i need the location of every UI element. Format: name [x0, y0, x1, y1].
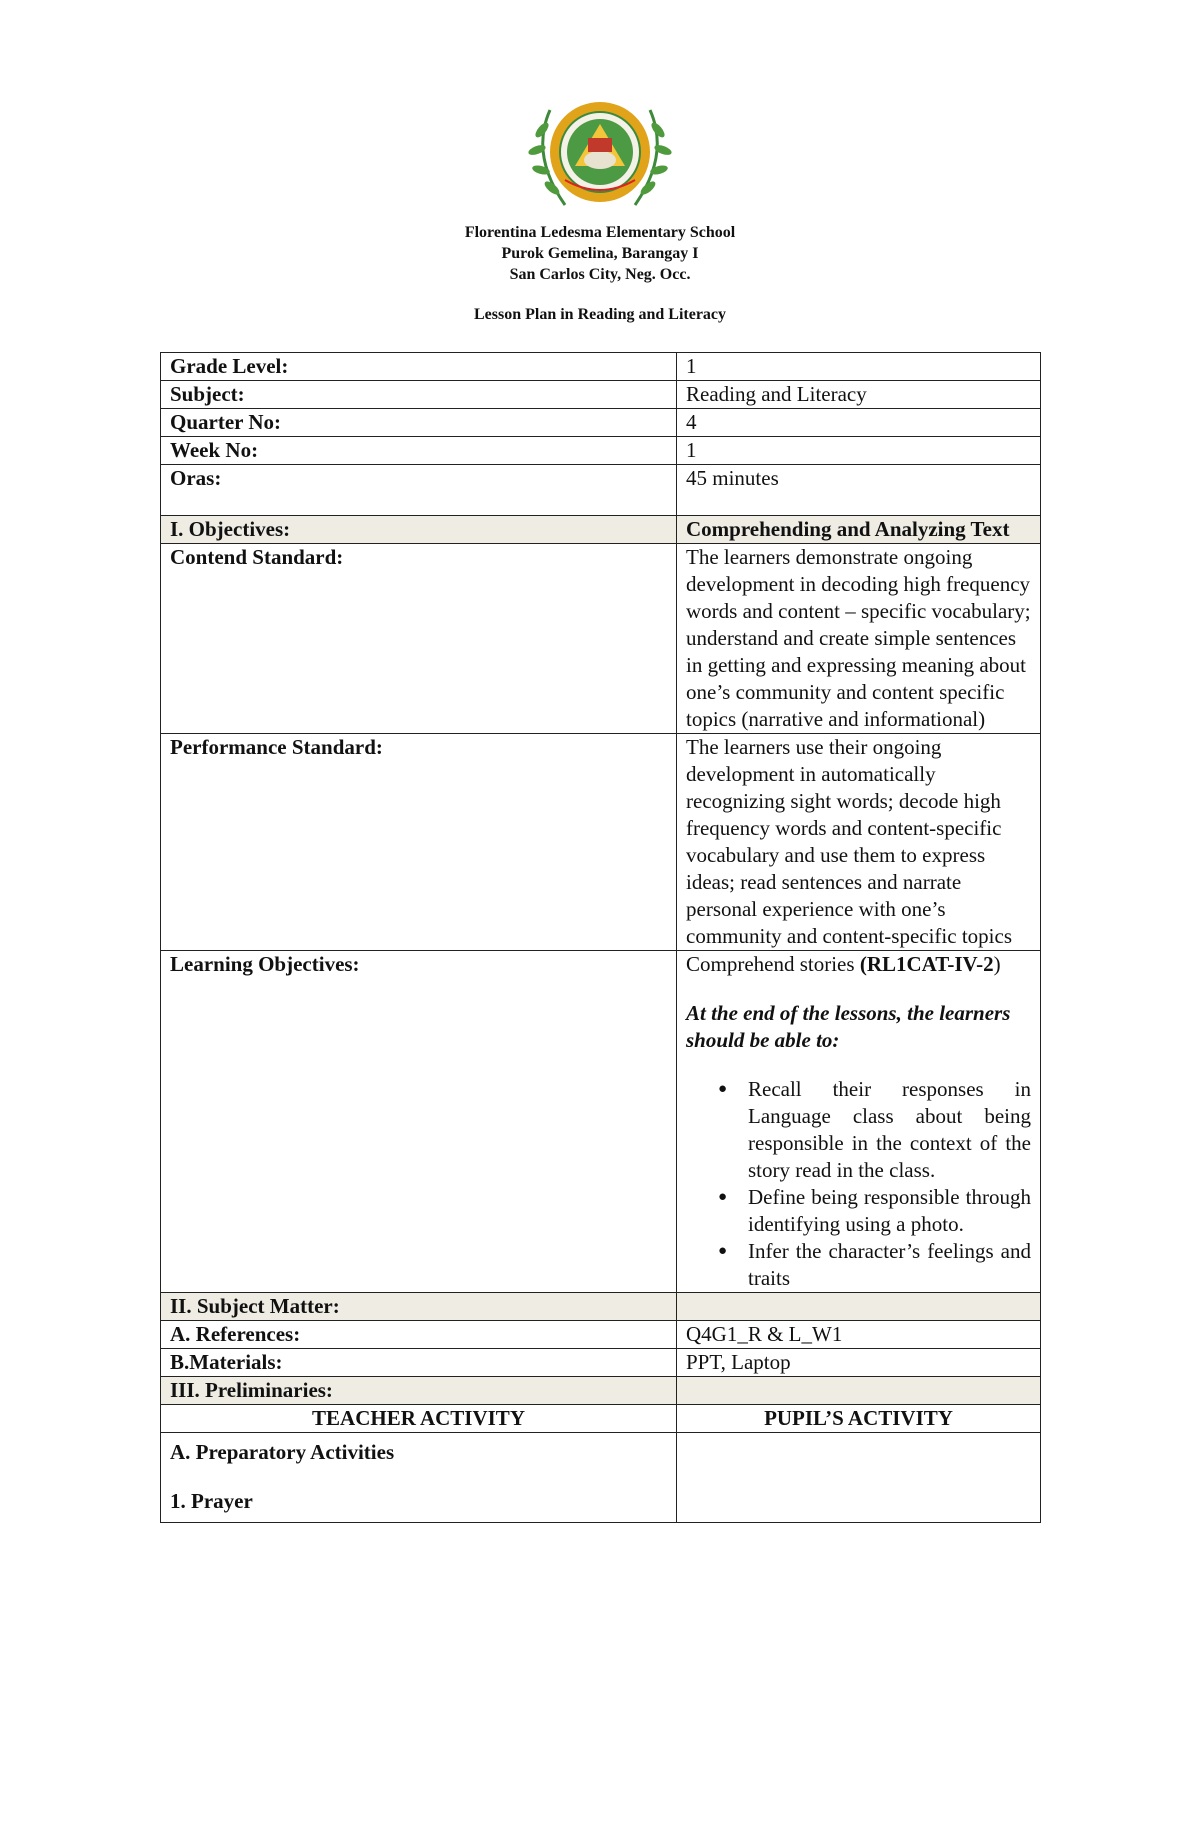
value-subject: Reading and Literacy	[677, 381, 1041, 409]
value-learning-objectives	[677, 951, 1041, 1293]
row-preliminaries	[161, 1377, 1041, 1405]
label-subject: Subject:	[161, 381, 677, 409]
row-objectives	[161, 516, 1041, 544]
label-content-standard: Contend Standard:	[161, 544, 677, 734]
label-preliminaries: III. Preliminaries:	[161, 1377, 677, 1405]
value-content-standard: The learners demonstrate ongoing development in decoding high frequency words and content – specific vocabulary; understand and create simple sentences in getting and expressing meaning about one’s community and content specific topics (narrative and informational)	[677, 544, 1041, 734]
competency-code: RL1CAT-IV-2	[866, 952, 994, 976]
prayer-label: 1. Prayer	[170, 1489, 253, 1513]
row-week	[161, 437, 1041, 465]
teacher-activity-header: TEACHER ACTIVITY	[161, 1405, 677, 1433]
row-quarter	[161, 409, 1041, 437]
objective-item: ● Infer the character’s feelings and traits	[748, 1238, 1031, 1292]
code-close: )	[993, 952, 1001, 976]
row-activity-headers	[161, 1405, 1041, 1433]
row-preparatory	[161, 1433, 1041, 1523]
label-objectives: I. Objectives:	[161, 516, 677, 544]
row-oras	[161, 465, 1041, 516]
label-materials: B.Materials:	[161, 1349, 677, 1377]
label-grade-level: Grade Level:	[161, 353, 677, 381]
value-references: Q4G1_R & L_W1	[677, 1321, 1041, 1349]
competency-line	[686, 951, 1031, 978]
objectives-list	[686, 1076, 1031, 1292]
label-oras: Oras:	[161, 465, 677, 516]
competency-text: Comprehend stories	[686, 952, 855, 976]
row-references	[161, 1321, 1041, 1349]
label-week: Week No:	[161, 437, 677, 465]
row-subject	[161, 381, 1041, 409]
value-objectives: Comprehending and Analyzing Text	[677, 516, 1041, 544]
row-materials	[161, 1349, 1041, 1377]
label-quarter: Quarter No:	[161, 409, 677, 437]
document-title: Lesson Plan in Reading and Literacy	[473, 306, 727, 323]
address-line-2: San Carlos City, Neg. Occ.	[509, 266, 691, 283]
objective-item: ● Recall their responses in Language class about being responsible in the context of the story read in the class.	[748, 1076, 1031, 1184]
school-logo-seal	[520, 90, 680, 220]
value-performance-standard: The learners use their ongoing development in automatically recognizing sight words; decode high frequency words and content-specific vocabulary and use them to express ideas; read sentences and narrate personal experience with one’s community and content-specific topics	[677, 734, 1041, 951]
code-open: (	[859, 952, 867, 976]
preparatory-activities-label: A. Preparatory Activities	[170, 1440, 395, 1464]
value-week: 1	[677, 437, 1041, 465]
value-preliminaries	[677, 1377, 1041, 1405]
value-quarter: 4	[677, 409, 1041, 437]
pupil-preparatory-cell	[677, 1433, 1041, 1523]
value-grade-level: 1	[677, 353, 1041, 381]
value-oras: 45 minutes	[677, 465, 1041, 516]
document-header	[0, 222, 1200, 325]
pupil-activity-header: PUPIL’S ACTIVITY	[677, 1405, 1041, 1433]
label-learning-objectives: Learning Objectives:	[161, 951, 677, 1293]
value-subject-matter	[677, 1293, 1041, 1321]
objectives-intro: At the end of the lessons, the learners should be able to:	[686, 1001, 1011, 1052]
row-performance-standard	[161, 734, 1041, 951]
label-performance-standard: Performance Standard:	[161, 734, 677, 951]
lesson-plan-table	[160, 352, 1041, 1523]
row-grade-level	[161, 353, 1041, 381]
address-line-1: Purok Gemelina, Barangay I	[501, 245, 699, 262]
label-subject-matter: II. Subject Matter:	[161, 1293, 677, 1321]
preparatory-cell	[161, 1433, 677, 1523]
row-learning-objectives	[161, 951, 1041, 1293]
objective-item: ● Define being responsible through identifying using a photo.	[748, 1184, 1031, 1238]
school-name: Florentina Ledesma Elementary School	[464, 224, 736, 241]
value-materials: PPT, Laptop	[677, 1349, 1041, 1377]
row-subject-matter	[161, 1293, 1041, 1321]
label-references: A. References:	[161, 1321, 677, 1349]
row-content-standard	[161, 544, 1041, 734]
